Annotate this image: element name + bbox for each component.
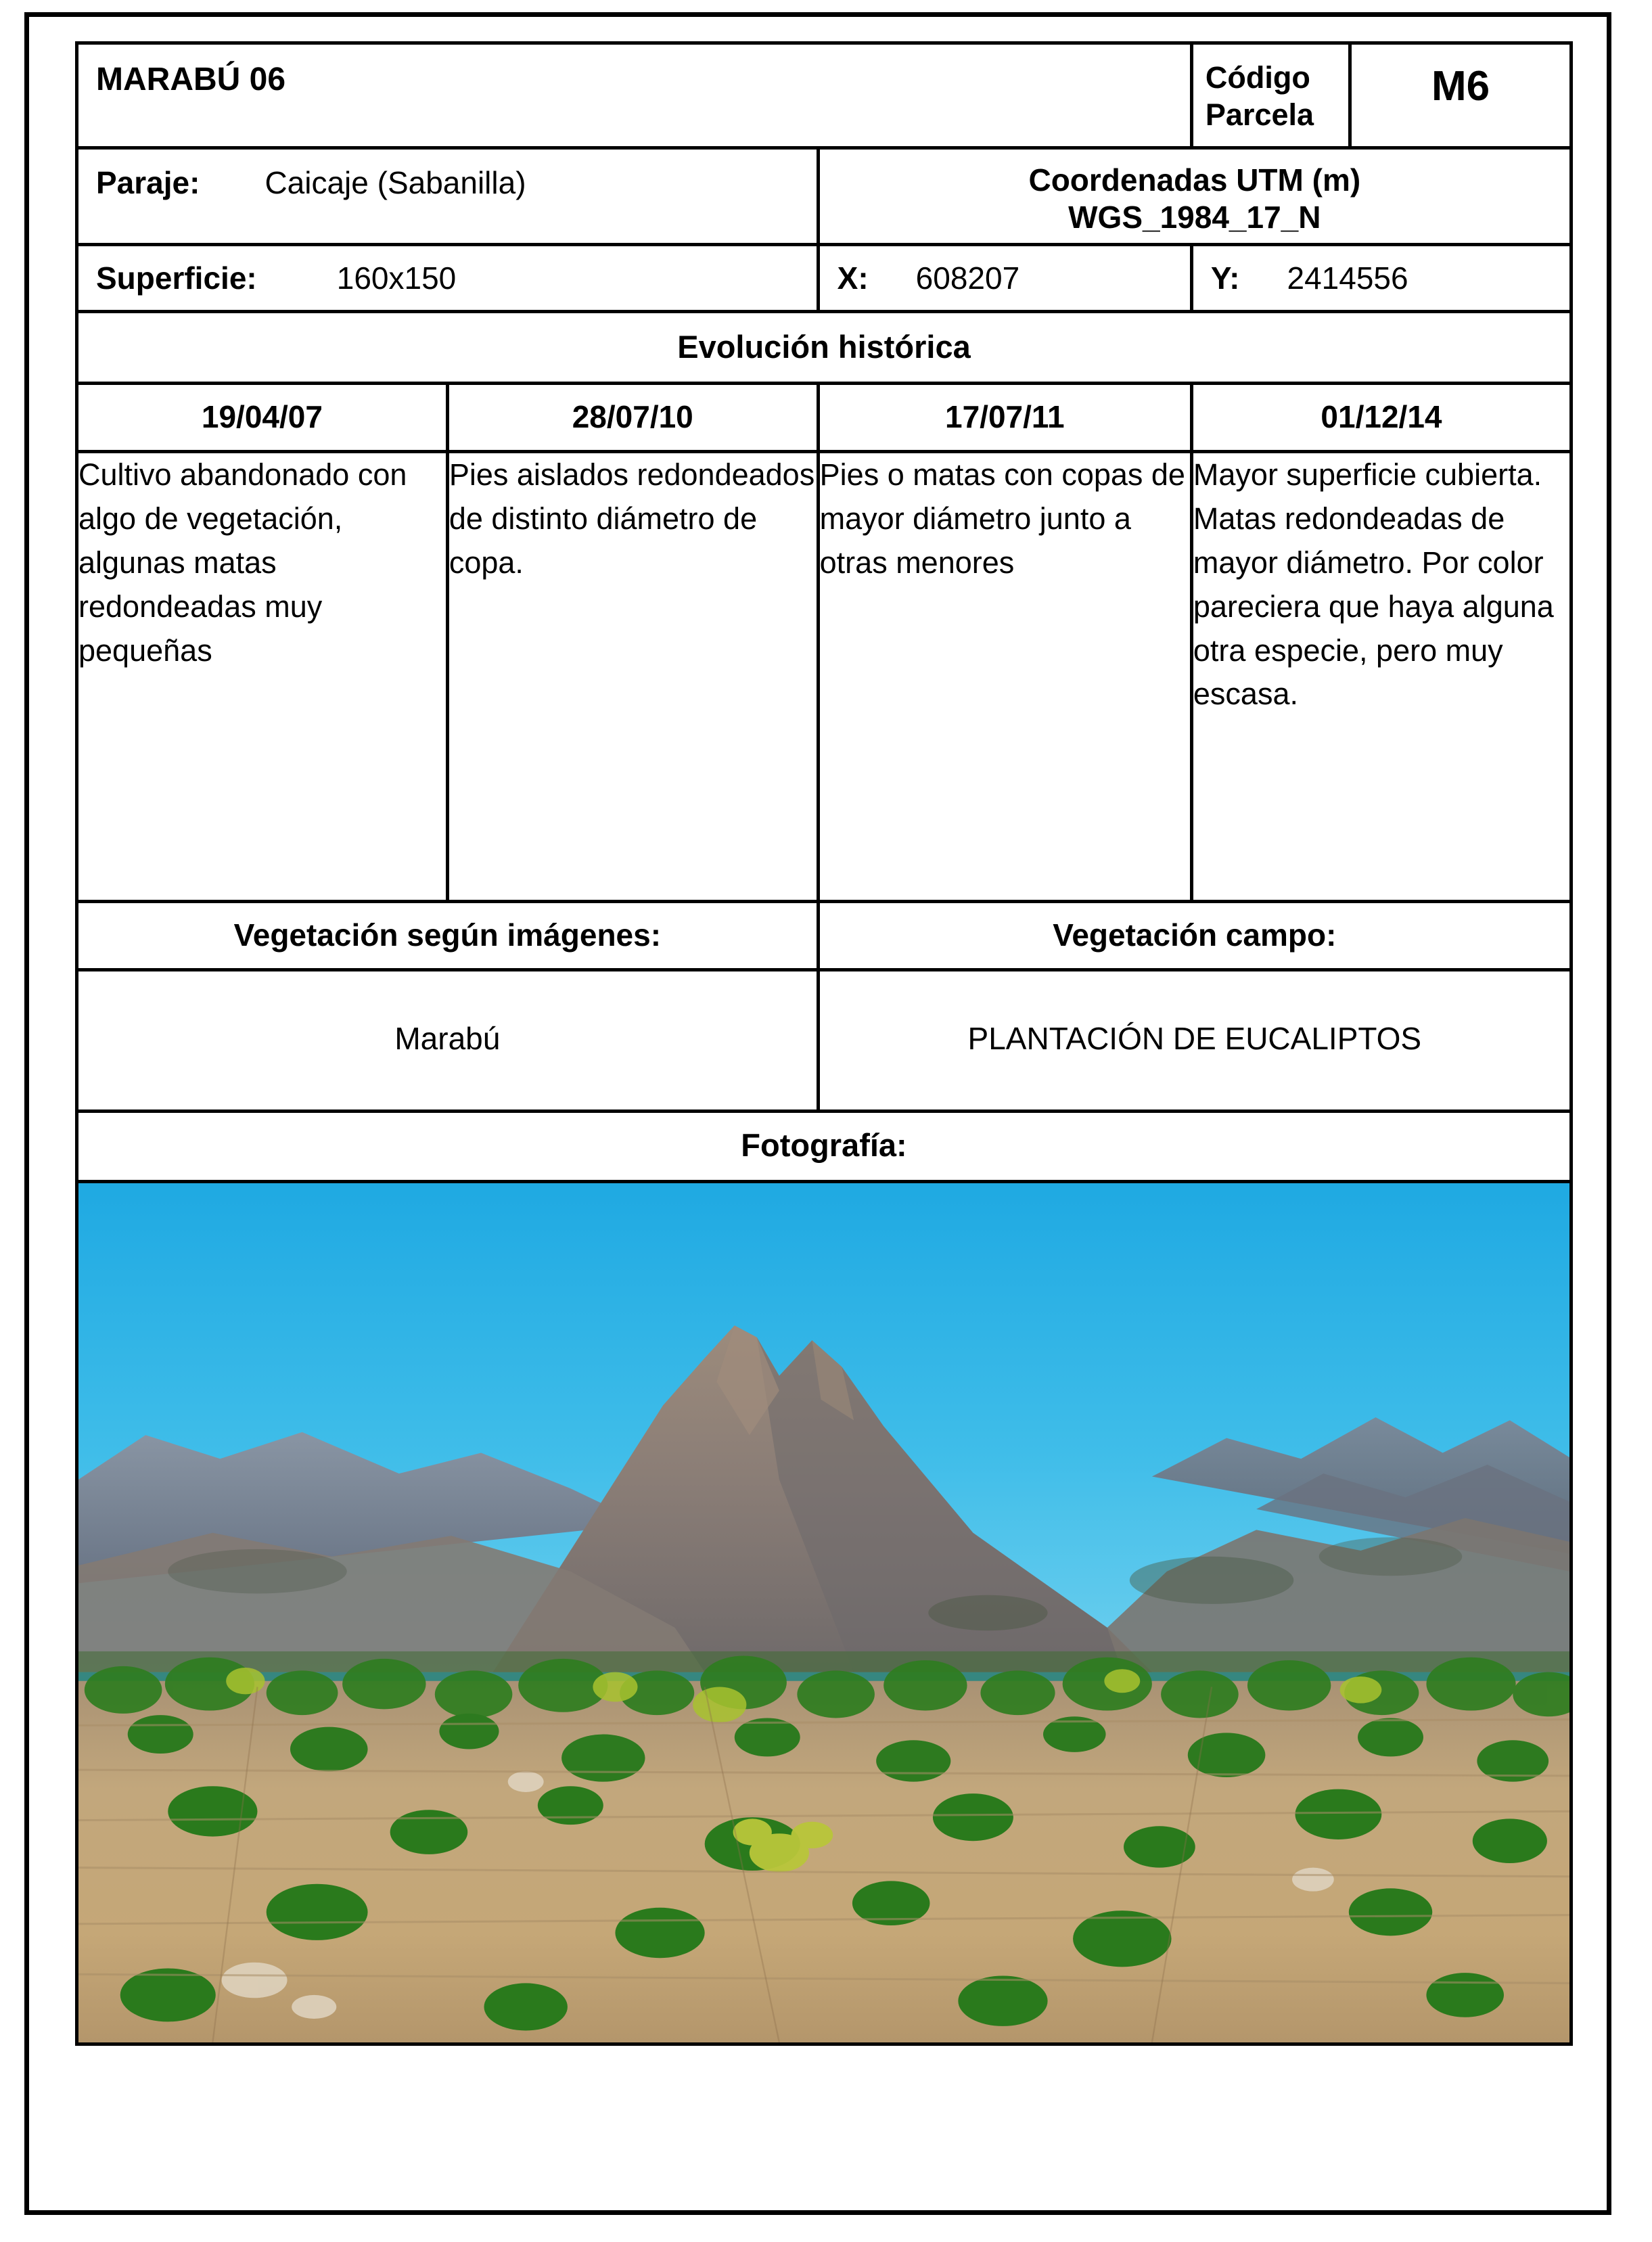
history-description-1: Cultivo abandonado con algo de vegetación, algunas matas redondeadas muy pequeñas [77,452,448,902]
utm-header-cell [818,148,1571,245]
history-description-2: Pies aislados redondeados de distinto diámetro de copa. [447,452,818,902]
vegetation-images-value: Marabú [394,1021,501,1057]
codigo-label-line2: Parcela [1205,97,1314,132]
history-date-3: 17/07/11 [945,399,1065,435]
utm-title: Coordenadas UTM (m) [1028,162,1361,198]
plot-title-cell [77,43,1192,148]
history-date-cell-1 [77,384,448,452]
paraje-value: Caicaje (Sabanilla) [265,165,526,200]
history-date-cell-4 [1191,384,1571,452]
vegetation-field-label-cell [818,902,1571,970]
vegetation-images-value-cell [77,970,819,1112]
superficie-value: 160x150 [336,260,457,296]
history-dates-row [77,384,1571,452]
evolucion-historica-title: Evolución histórica [677,329,971,365]
page-title: MARABÚ 06 [96,62,286,97]
y-label: Y: [1210,260,1240,296]
codigo-label-cell [1191,43,1350,148]
fotografia-label: Fotografía: [741,1127,907,1164]
history-descriptions-row [77,452,1571,902]
coordinate-x-cell [818,245,1191,312]
superficie-row [77,245,1571,312]
history-date-2: 28/07/10 [572,399,693,435]
fotografia-banner-row [77,1112,1571,1182]
utm-datum: WGS_1984_17_N [1068,200,1321,235]
history-date-4: 01/12/14 [1321,399,1442,435]
header-row [77,43,1571,148]
photograph-image [78,1183,1569,2042]
page-border [24,12,1611,2215]
history-date-1: 19/04/07 [201,399,323,435]
vegetation-field-label: Vegetación campo: [1053,917,1337,953]
vegetation-images-label: Vegetación según imágenes: [233,917,662,953]
evolucion-banner-row [77,312,1571,384]
history-date-cell-3 [818,384,1191,452]
history-date-cell-2 [447,384,818,452]
x-value: 608207 [915,260,1020,296]
photograph-row [77,1182,1571,2044]
paraje-label: Paraje: [96,165,200,200]
codigo-label-line1: Código [1205,60,1310,95]
parcel-photograph [78,1183,1569,2042]
history-description-4: Mayor superficie cubierta. Matas redondeadas de mayor diámetro. Por color pareciera que haya alguna otra especie, pero muy escasa. [1191,452,1571,902]
superficie-cell [77,245,819,312]
fiche-sheet [75,41,1573,2046]
vegetation-value-row [77,970,1571,1112]
coordinate-y-cell [1191,245,1571,312]
vegetation-field-value-cell [818,970,1571,1112]
paraje-row [77,148,1571,245]
vegetation-header-row [77,902,1571,970]
y-value: 2414556 [1287,260,1408,296]
codigo-value-cell [1350,43,1571,148]
x-label: X: [837,260,869,296]
evolucion-banner-cell [77,312,1571,384]
fotografia-banner-cell [77,1112,1571,1182]
history-description-3: Pies o matas con copas de mayor diámetro junto a otras menores [818,452,1191,902]
vegetation-images-label-cell [77,902,819,970]
superficie-label: Superficie: [96,260,257,296]
vegetation-field-value: PLANTACIÓN DE EUCALIPTOS [967,1021,1422,1057]
parcel-data-table [75,41,1573,2046]
paraje-cell [77,148,819,245]
photograph-cell [77,1182,1571,2044]
codigo-parcela-label [1193,45,1348,134]
codigo-parcela-value: M6 [1431,63,1490,110]
